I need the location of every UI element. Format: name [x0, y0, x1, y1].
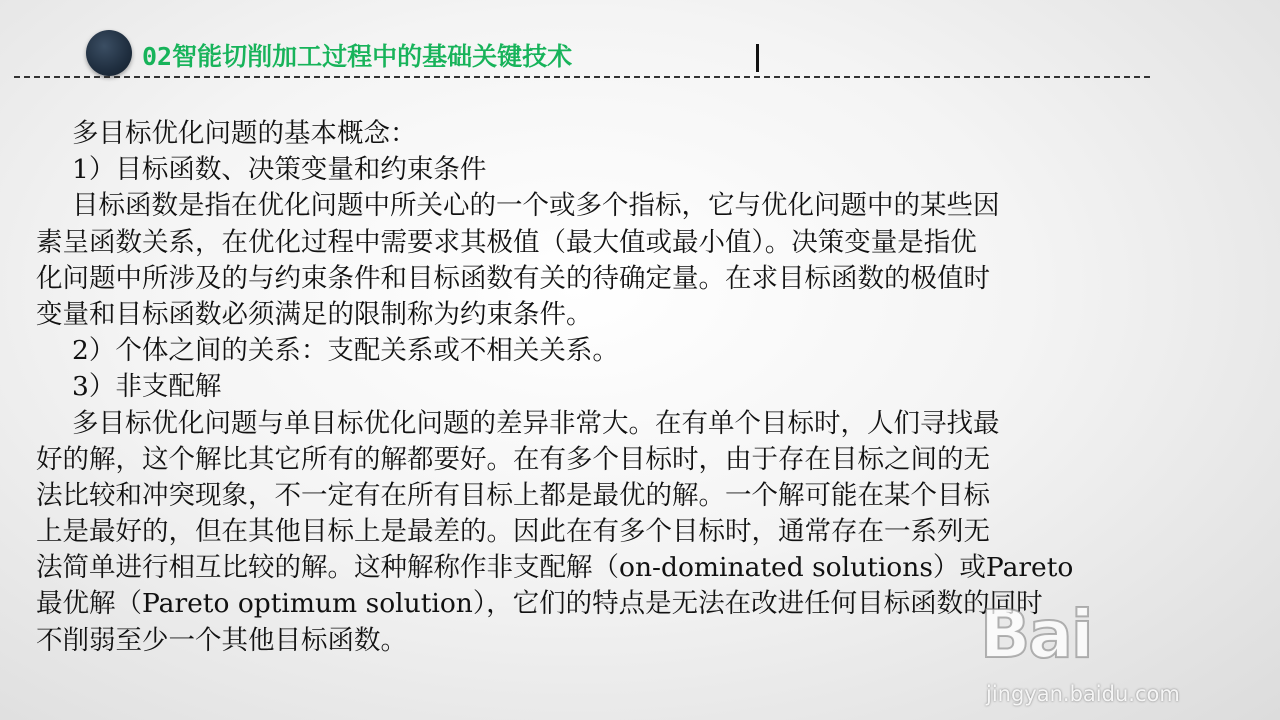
body-line: 化问题中所涉及的与约束条件和目标函数有关的待确定量。在求目标函数的极值时: [36, 262, 990, 294]
body-line: 3）非支配解: [72, 371, 222, 403]
body-line: 好的解，这个解比其它所有的解都要好。在有多个目标时，由于存在目标之间的无: [36, 443, 990, 475]
baidu-logo-icon: Bai: [980, 596, 1092, 673]
body-line: 2）个体之间的关系：支配关系或不相关关系。: [72, 335, 619, 367]
body-line: 法比较和冲突现象，不一定有在所有目标上都是最优的解。一个解可能在某个目标: [36, 479, 990, 511]
body-line: 法简单进行相互比较的解。这种解称作非支配解（on-dominated solutions）或Pareto: [36, 552, 1074, 584]
title-bullet-icon: [86, 30, 132, 76]
title-divider: [14, 76, 1150, 78]
body-line: 最优解（Pareto optimum solution），它们的特点是无法在改进任何目标函数的同时: [36, 588, 1043, 620]
text-cursor: [756, 44, 759, 72]
baidu-watermark: [962, 596, 1262, 716]
slide-body: [36, 116, 1226, 659]
body-line: 多目标优化问题与单目标优化问题的差异非常大。在有单个目标时，人们寻找最: [72, 407, 1000, 439]
body-line: 不削弱至少一个其他目标函数。: [36, 624, 407, 656]
body-line: 变量和目标函数必须满足的限制称为约束条件。: [36, 298, 593, 330]
body-line: 上是最好的，但在其他目标上是最差的。因此在有多个目标时，通常存在一系列无: [36, 516, 990, 548]
body-line: 多目标优化问题的基本概念：: [72, 118, 417, 149]
body-line: 目标函数是指在优化问题中所关心的一个或多个指标，它与优化问题中的某些因: [72, 190, 1000, 222]
slide-header: [0, 0, 1280, 90]
body-line: 1）目标函数、决策变量和约束条件: [72, 154, 487, 186]
watermark-url: jingyan.baidu.com: [986, 682, 1180, 706]
slide-title: 02智能切削加工过程中的基础关键技术: [142, 42, 573, 71]
body-line: 素呈函数关系，在优化过程中需要求其极值（最大值或最小值）。决策变量是指优: [36, 226, 977, 258]
